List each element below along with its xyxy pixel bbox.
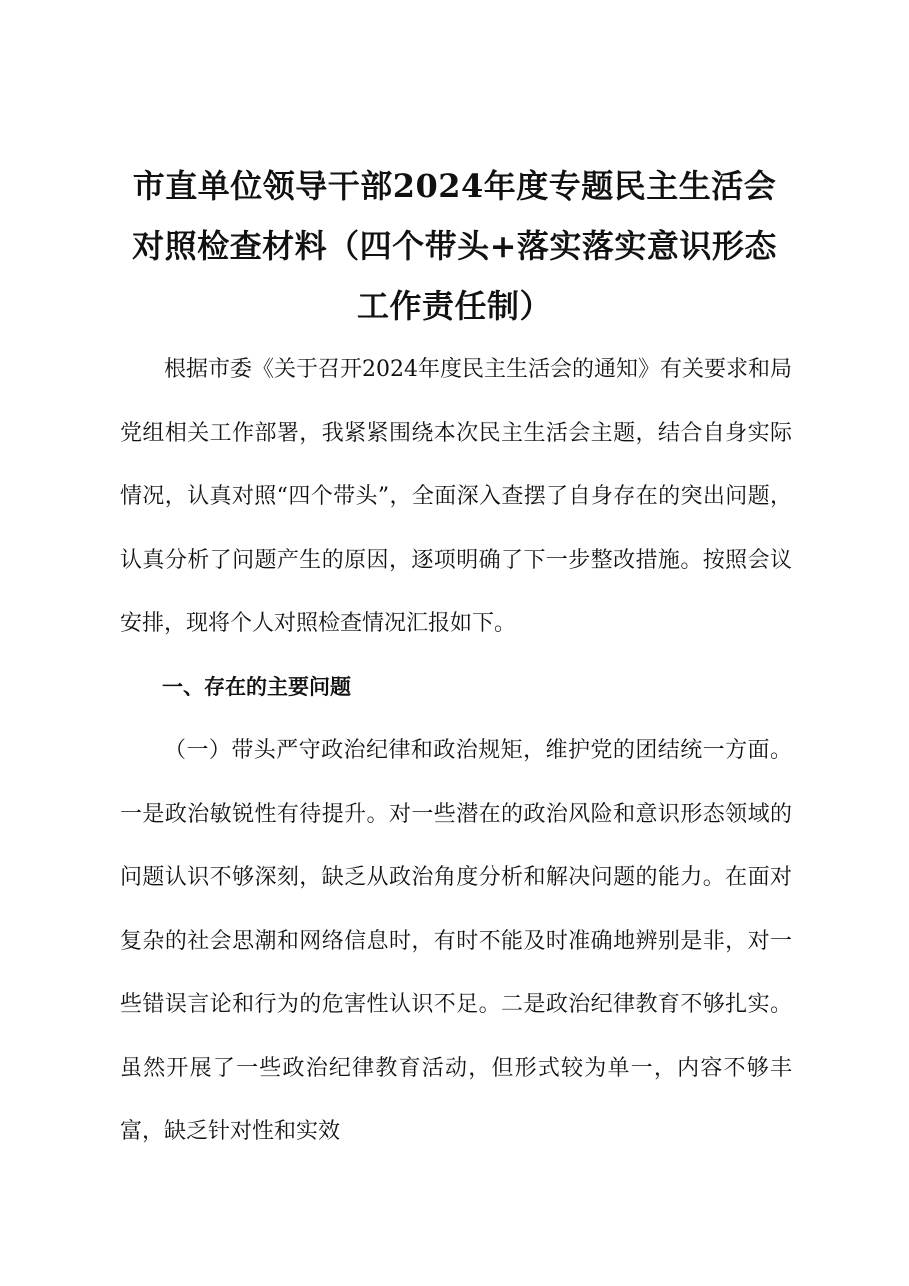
title-line-1: 市直单位领导干部2024年度专题民主生活会 [132, 167, 777, 205]
intro-paragraph: 根据市委《关于召开2024年度民主生活会的通知》有关要求和局党组相关工作部署，我紧紧围绕本次民主生活会主题，结合自身实际情况，认真对照“四个带头”，全面深入查摆了自身存在的突出问题，认真分析了问题产生的原因，逐项明确了下一步整改措施。按照会议安排，现将个人对照检查情况汇报如下。 [120, 357, 792, 636]
title-line-2: 对照检查材料（四个带头+落实落实意识形态 [132, 227, 777, 265]
document-title [110, 156, 799, 336]
title-line-3: 工作责任制） [356, 287, 552, 325]
document-body [120, 338, 792, 1164]
section-heading: 一、存在的主要问题 [162, 674, 351, 699]
subsection-paragraph: （一）带头严守政治纪律和政治规矩，维护党的团结统一方面。一是政治敏锐性有待提升。对一些潜在的政治风险和意识形态领域的问题认识不够深刻，缺乏从政治角度分析和解决问题的能力。在面对复杂的社会思潮和网络信息时，有时不能及时准确地辨别是非，对一些错误言论和行为的危害性认识不足。二是政治纪律教育不够扎实。虽然开展了一些政治纪律教育活动，但形式较为单一，内容不够丰富，缺乏针对性和实效 [120, 738, 792, 1144]
